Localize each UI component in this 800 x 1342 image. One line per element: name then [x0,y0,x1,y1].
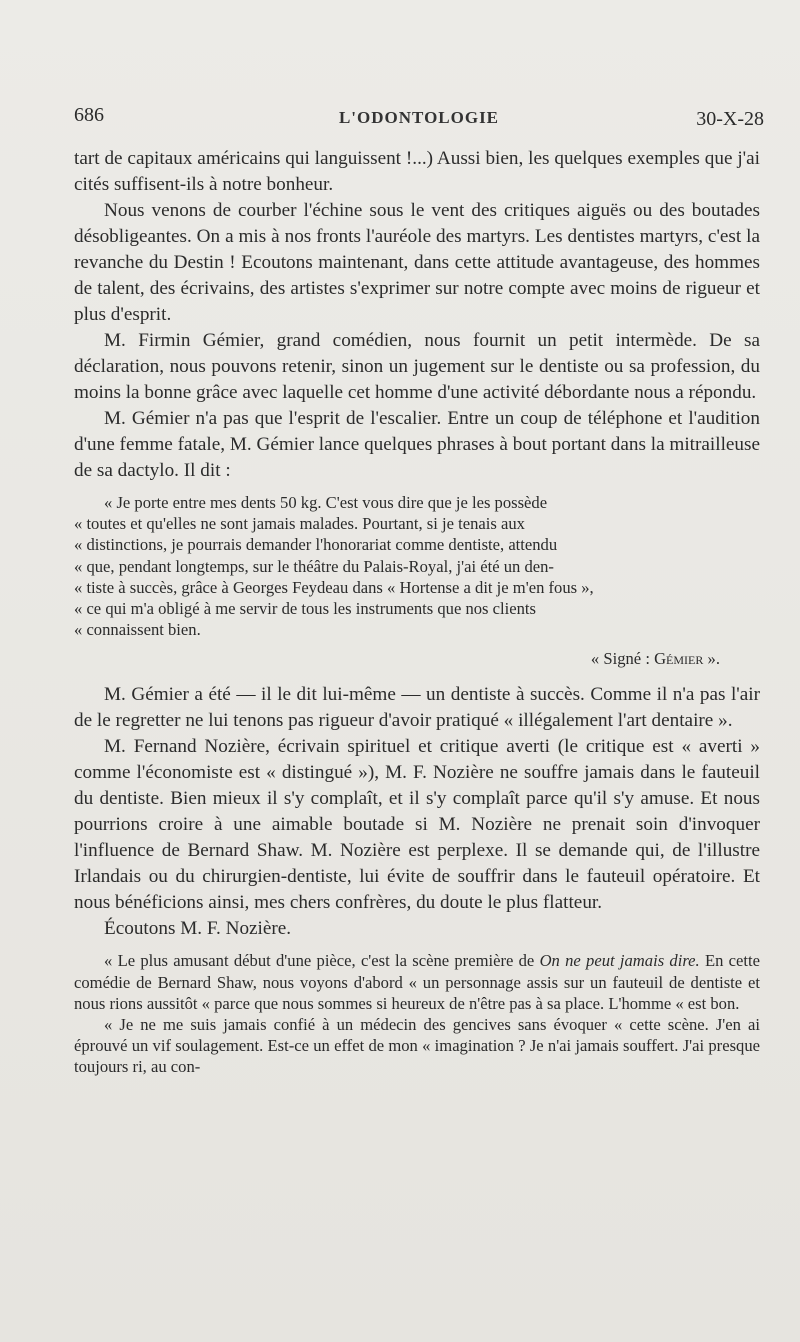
quote-paragraph [74,950,760,1014]
quote-lead: « Le plus amusant début d'une pièce, c'est la scène première de [104,951,540,971]
signature-prefix: « Signé : [590,649,655,669]
signature [74,646,760,672]
quote-line: « toutes et qu'elles ne sont jamais malades. Pourtant, si je tenais aux [74,514,525,534]
quote-line: « tiste à succès, grâce à Georges Feydeau dans « Hortense a dit je m'en fous », [74,577,594,597]
signature-name: Gémier [654,649,704,669]
issue-date: 30-X-28 [696,108,764,130]
quote-rest: En cette comédie de Bernard Shaw, nous voyons d'abord « un personnage assis sur un fauteuil de dentiste et nous rions aussitôt « parce que nous sommes si heureux de n'être pas à sa place. L'homme « est bon. [74,951,761,1013]
quote-line: « ce qui m'a obligé à me servir de tous les instruments que nos clients [74,599,536,619]
paragraph: Nous venons de courber l'échine sous le vent des critiques aiguës ou des boutades désobligeantes. On a mis à nos fronts l'auréole des martyrs. Les dentistes martyrs, c'est la revanche du Destin ! Ecoutons maintenant, dans cette attitude avantageuse, des hommes de talent, des écrivains, des artistes s'exprimer sur notre compte avec moins de rigueur et plus d'esprit. [74,200,760,325]
quote-line: « distinctions, je pourrais demander l'honorariat comme dentiste, attendu [74,535,558,555]
noziere-quote [74,950,760,1077]
signature-suffix: ». [703,649,720,669]
paragraph: Écoutons M. F. Nozière. [104,918,292,940]
quote-line: « que, pendant longtemps, sur le théâtre du Palais-Royal, j'ai été un den- [74,556,554,576]
article-body [74,146,760,1084]
page-number: 686 [74,104,104,126]
quote-paragraph: « Je ne me suis jamais confié à un médecin des gencives sans évoquer « cette scène. J'en ai éprouvé un vif soulagement. Est-ce un effet de mon « imagination ? Je n'ai jamais souffert. J'ai presque toujours ri, au con- [74,1015,760,1077]
page-header [74,104,764,134]
journal-title: L'ODONTOLOGIE [338,108,500,127]
gemier-quote [74,492,760,640]
paragraph: M. Fernand Nozière, écrivain spirituel et critique averti (le critique est « averti » comme l'économiste est « distingué »), M. F. Nozière ne souffre jamais dans le fauteuil du dentiste. Bien mieux il s'y complaît, et il s'y complaît parce qu'il s'y amuse. Et nous pourrions croire à une aimable boutade si M. Nozière ne prenait soin d'invoquer l'influence de Bernard Shaw. M. Nozière est perplexe. Il se demande qui, de l'illustre Irlandais ou du chirurgien-dentiste, lui évite de souffrir dans le fauteuil opératoire. Et nous bénéficions ainsi, mes chers confrères, du doute le plus flatteur. [74,736,760,914]
quote-line: « connaissent bien. [74,620,201,640]
paragraph: M. Gémier a été — il le dit lui-même — un dentiste à succès. Comme il n'a pas l'air de le regretter ne lui tenons pas rigueur d'avoir pratiqué « illégalement l'art dentaire ». [74,684,760,732]
paragraph: M. Firmin Gémier, grand comédien, nous fournit un petit intermède. De sa déclaration, nous pouvons retenir, sinon un jugement sur le dentiste ou sa profession, du moins la bonne grâce avec laquelle cet homme d'une activité débordante nous a répondu. [74,330,760,403]
paragraph: M. Gémier n'a pas que l'esprit de l'escalier. Entre un coup de téléphone et l'audition d'une femme fatale, M. Gémier lance quelques phrases à bout portant dans la mitrailleuse de sa dactylo. Il dit : [74,408,760,481]
quote-line: « Je porte entre mes dents 50 kg. C'est vous dire que je les possède [104,493,548,512]
paragraph: tart de capitaux américains qui languissent !...) Aussi bien, les quelques exemples que j'ai cités suffisent-ils à notre bonheur. [74,148,760,195]
play-title: On ne peut jamais dire. [539,951,700,971]
